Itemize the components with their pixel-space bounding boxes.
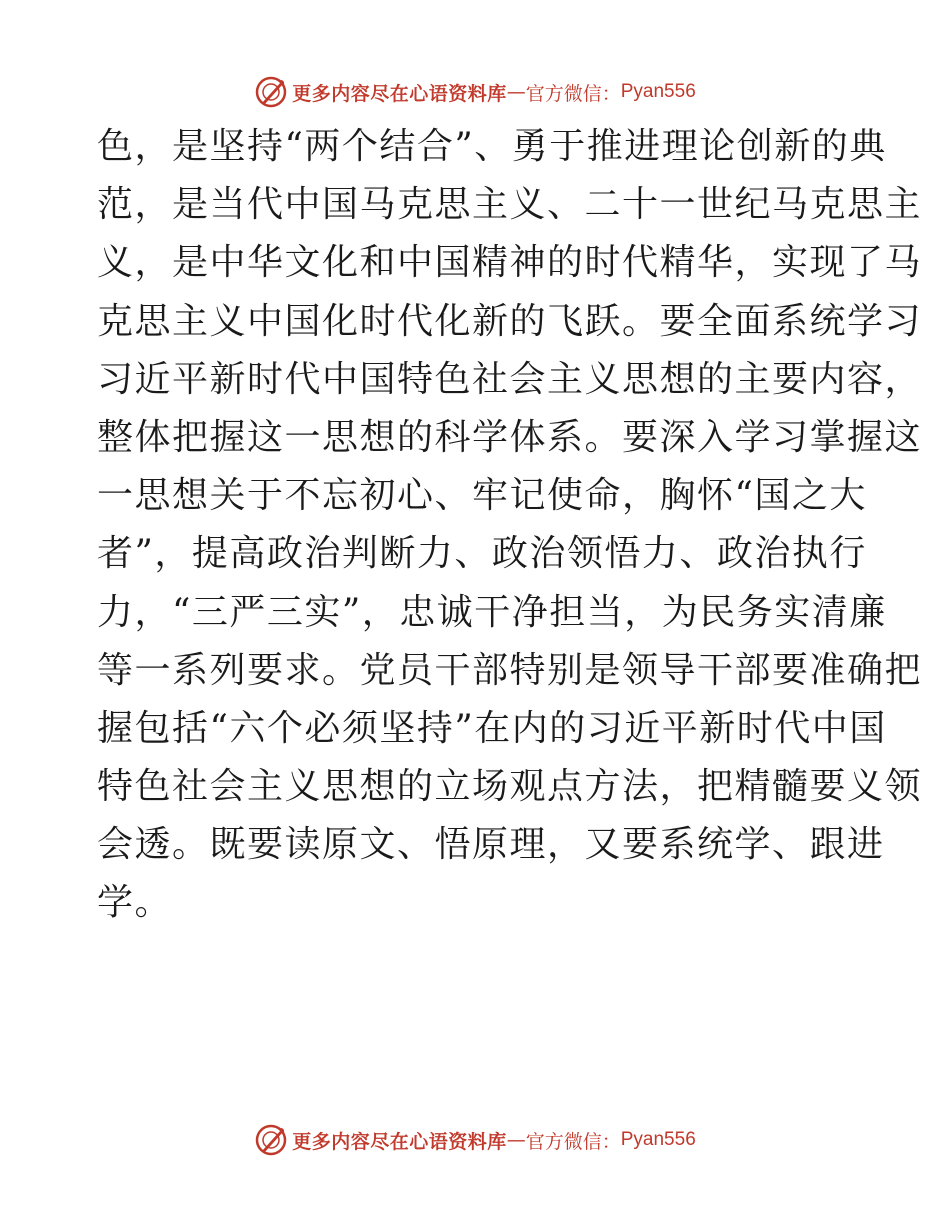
quill-logo-icon bbox=[254, 75, 288, 109]
text-line: 色，是坚持“两个结合”、勇于推进理论创新的典 bbox=[97, 126, 887, 167]
footer-dash: — bbox=[506, 1129, 526, 1151]
text-line: 习近平新时代中国特色社会主义思想的主要内容， bbox=[97, 358, 923, 400]
text-line: 整体把握这一思想的科学体系。要深入学习掌握这 bbox=[97, 416, 923, 458]
text-line: 会透。既要读原文、悟原理，又要系统学、跟进 bbox=[97, 824, 885, 866]
header-wechat-label: 官方微信： bbox=[525, 82, 621, 105]
text-line: 特色社会主义思想的立场观点方法，把精髓要义领 bbox=[97, 766, 923, 808]
footer-brand-text: 更多内容尽在心语资料库 bbox=[292, 1130, 507, 1153]
footer-wechat-label: 官方微信： bbox=[525, 1130, 621, 1153]
text-line: 义，是中华文化和中国精神的时代精华，实现了马 bbox=[97, 242, 923, 284]
header-banner bbox=[0, 72, 950, 112]
text-line: 学。 bbox=[97, 882, 173, 924]
text-line: 握包括“六个必须坚持”在内的习近平新时代中国 bbox=[97, 707, 887, 749]
text-line: 力，“三严三实”，忠诚干净担当，为民务实清廉 bbox=[97, 591, 887, 633]
text-line: 等一系列要求。党员干部特别是领导干部要准确把 bbox=[97, 649, 923, 691]
quill-logo-icon bbox=[254, 1123, 288, 1157]
text-line: 者”，提高政治判断力、政治领悟力、政治执行 bbox=[97, 533, 867, 575]
text-line: 一思想关于不忘初心、牢记使命，胸怀“国之大 bbox=[97, 475, 867, 517]
text-line: 范，是当代中国马克思主义、二十一世纪马克思主 bbox=[97, 184, 923, 226]
document-body bbox=[97, 118, 923, 933]
header-wechat-id: Pyan556 bbox=[620, 81, 696, 102]
footer-wechat-id: Pyan556 bbox=[620, 1129, 696, 1150]
footer-banner bbox=[0, 1120, 950, 1160]
header-brand-text: 更多内容尽在心语资料库 bbox=[292, 82, 507, 105]
header-dash: — bbox=[506, 81, 526, 103]
text-line: 克思主义中国化时代化新的飞跃。要全面系统学习 bbox=[97, 300, 923, 342]
